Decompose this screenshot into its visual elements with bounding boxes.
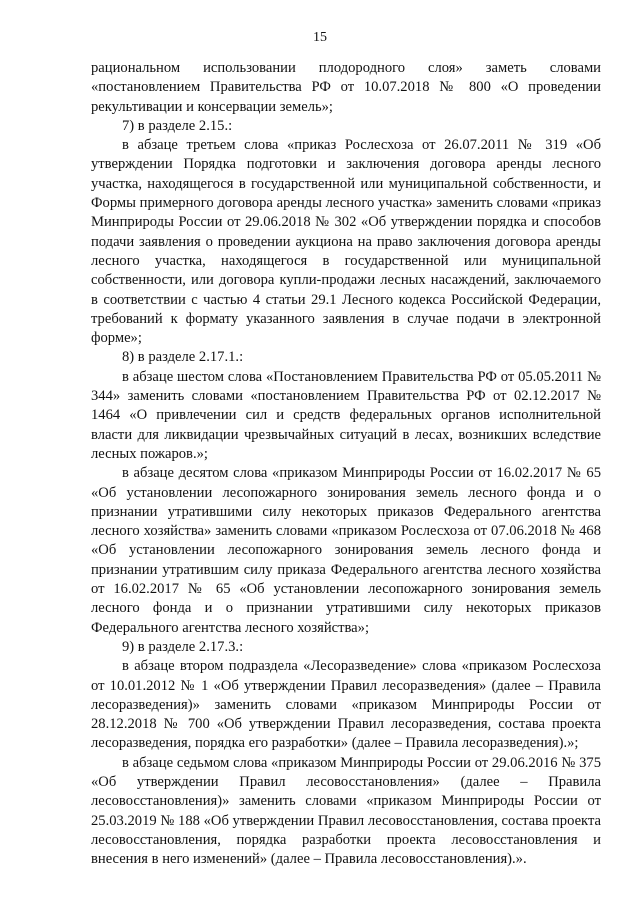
paragraph-section-2-17-1-heading: 8) в разделе 2.17.1.: <box>122 349 244 366</box>
page-number: 15 <box>313 30 327 45</box>
paragraph-section-2-17-1-tenth-amendment: в абзаце десятом слова «приказом Минприроды России от 16.02.2017 № 65 «Об установлении лесопожарного зонирования земель лесного фонда и о признании утратившими силу некоторых приказов Федерального агентства лесного хозяйства» заменить словами «приказом Рослесхоза от 07.06.2018 № 468 «Об установлении лесопожарного зонирования земель лесного фонда и признании утратившим силу приказа Федерального агентства лесного хозяйства от 16.02.2017 № 65 «Об установлении лесопожарного зонирования земель лесного фонда и о признании утратившими силу некоторых приказов Федерального агентства лесного хозяйства»; <box>91 465 601 636</box>
paragraph-section-2-15-heading: 7) в разделе 2.15.: <box>122 117 233 134</box>
paragraph-section-2-17-3-heading: 9) в разделе 2.17.3.: <box>122 638 244 655</box>
paragraph-section-2-17-3-afforestation-amendment: в абзаце втором подраздела «Лесоразведение» слова «приказом Рослесхоза от 10.01.2012 № 1 «Об утверждении Правил лесоразведения» (далее – Правила лесоразведения)» заменить словами «приказом Минприроды России от 28.12.2018 № 700 «Об утверждении Правил лесоразведения, состава проекта лесоразведения, порядка его разработки» (далее – Правила лесоразведения).»; <box>91 658 601 752</box>
paragraph-section-2-17-3-reforestation-amendment: в абзаце седьмом слова «приказом Минприроды России от 29.06.2016 № 375 «Об утверждении Правил лесовосстановления» (далее – Правила лесовосстановления)» заменить словами «приказом Минприроды России от 25.03.2019 № 188 «Об утверждении Правил лесовосстановления, состава проекта лесовосстановления, порядка разработки проекта лесовосстановления и внесения в него изменений» (далее – Правила лесовосстановления).». <box>91 754 601 868</box>
paragraph-section-2-15-amendment: в абзаце третьем слова «приказ Рослесхоза от 26.07.2011 № 319 «Об утверждении Порядка подготовки и заключения договора аренды лесного участка, находящегося в государственной или муниципальной собственности, и Формы примерного договора аренды лесного участка» заменить словами «приказ Минприроды России от 29.06.2018 № 302 «Об утверждении порядка и способов подачи заявления о проведении аукциона на право заключения договора аренды лесного участка, находящегося в государственной или муниципальной собственности, или договора купли-продажи лесных насаждений, заключаемого в соответствии с частью 4 статьи 29.1 Лесного кодекса Российской Федерации, требований к формату указанного заявления в случае подачи в электронной форме»; <box>91 137 601 347</box>
paragraph-soil-layer-continuation: рациональном использовании плодородного слоя» заметь словами «постановлением Правительства РФ от 10.07.2018 № 800 «О проведении рекультивации и консервации земель»; <box>91 60 601 115</box>
document-body <box>91 59 601 869</box>
paragraph-section-2-17-1-sixth-amendment: в абзаце шестом слова «Постановлением Правительства РФ от 05.05.2011 № 344» заменить словами «постановлением Правительства РФ от 02.12.2017 № 1464 «О привлечении сил и средств федеральных органов исполнительной власти для ликвидации чрезвычайных ситуаций в лесах, возникших вследствие лесных пожаров.»; <box>91 368 601 462</box>
